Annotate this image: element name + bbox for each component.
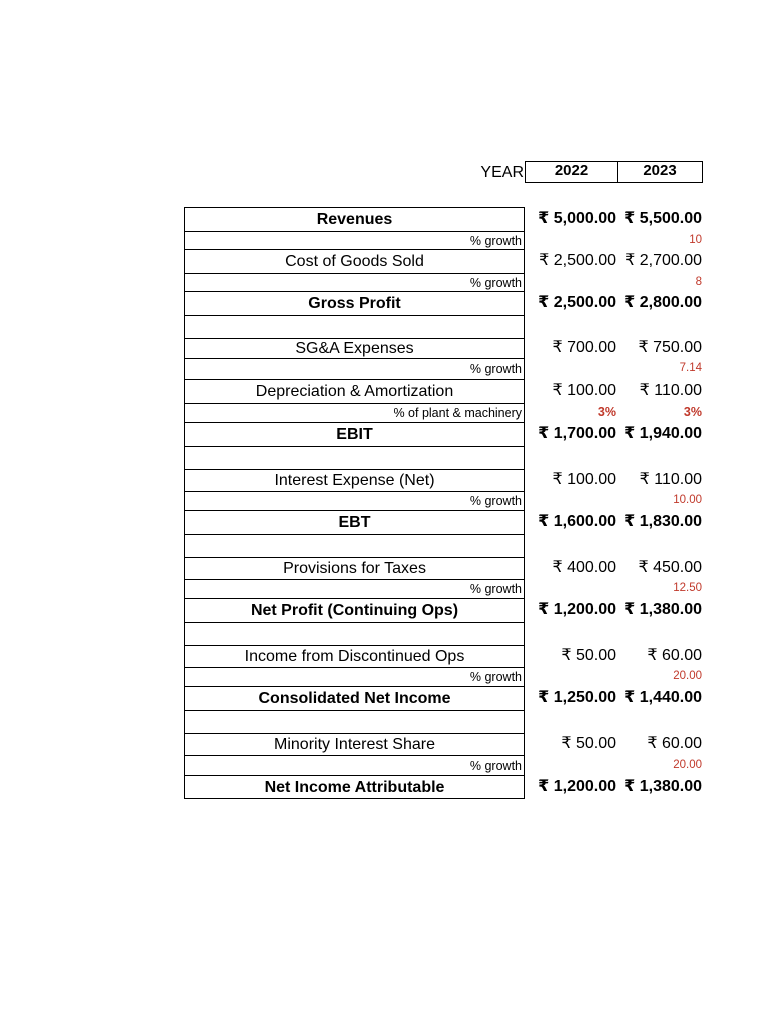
year-header-2022: 2022 [525, 161, 618, 183]
value-2022-cost-of-goods-sold: ₹ 2,500.00 [539, 252, 616, 269]
value-2023-of-plant-machinery: 3% [683, 405, 702, 419]
value-2022-growth [525, 755, 616, 775]
year-header-label: YEAR [480, 164, 524, 181]
row-label-blank [184, 315, 525, 338]
row-label-income-from-discontinued-ops: Income from Discontinued Ops [184, 645, 525, 667]
value-2023-growth: 7.14 [679, 362, 702, 374]
row-label-ebit: EBIT [184, 422, 525, 446]
row-label-depreciation-amortization: Depreciation & Amortization [184, 379, 525, 403]
row-label-growth: % growth [184, 358, 525, 379]
value-2022-sg-a-expenses: ₹ 700.00 [552, 339, 616, 356]
row-label-growth: % growth [184, 755, 525, 775]
value-2023-sg-a-expenses: ₹ 750.00 [638, 339, 702, 356]
value-2023-growth: 12.50 [673, 582, 702, 594]
value-2022-depreciation-amortization: ₹ 100.00 [552, 382, 616, 399]
row-label-blank [184, 622, 525, 645]
value-2022-income-from-discontinued-ops: ₹ 50.00 [561, 647, 616, 664]
row-label-consolidated-net-income: Consolidated Net Income [184, 686, 525, 710]
row-label-cost-of-goods-sold: Cost of Goods Sold [184, 249, 525, 273]
row-label-revenues: Revenues [184, 207, 525, 231]
value-2022-net-profit-continuing-ops: ₹ 1,200.00 [538, 601, 616, 618]
row-label-provisions-for-taxes: Provisions for Taxes [184, 557, 525, 579]
value-2022-gross-profit: ₹ 2,500.00 [538, 294, 616, 311]
value-2023-consolidated-net-income: ₹ 1,440.00 [624, 689, 702, 706]
value-2023-income-from-discontinued-ops: ₹ 60.00 [647, 647, 702, 664]
row-label-growth: % growth [184, 491, 525, 510]
row-label-of-plant-machinery: % of plant & machinery [184, 403, 525, 422]
value-2022-minority-interest-share: ₹ 50.00 [561, 735, 616, 752]
value-2023-growth: 20.00 [673, 759, 702, 771]
row-label-growth: % growth [184, 579, 525, 598]
row-label-growth: % growth [184, 231, 525, 249]
row-label-minority-interest-share: Minority Interest Share [184, 733, 525, 755]
value-2022-consolidated-net-income: ₹ 1,250.00 [538, 689, 616, 706]
value-2022-growth [525, 358, 616, 379]
row-label-net-income-attributable: Net Income Attributable [184, 775, 525, 799]
value-2023-growth: 8 [695, 276, 702, 288]
value-2022-growth [525, 667, 616, 686]
row-label-growth: % growth [184, 667, 525, 686]
value-2022-of-plant-machinery: 3% [597, 405, 616, 419]
value-2023-gross-profit: ₹ 2,800.00 [624, 294, 702, 311]
value-2022-growth [525, 491, 616, 510]
row-label-interest-expense-net: Interest Expense (Net) [184, 469, 525, 491]
value-2023-net-income-attributable: ₹ 1,380.00 [624, 778, 702, 795]
row-label-ebt: EBT [184, 510, 525, 534]
value-2023-revenues: ₹ 5,500.00 [624, 210, 702, 227]
value-2022-net-income-attributable: ₹ 1,200.00 [538, 778, 616, 795]
value-2022-revenues: ₹ 5,000.00 [538, 210, 616, 227]
row-label-gross-profit: Gross Profit [184, 291, 525, 315]
row-label-net-profit-continuing-ops: Net Profit (Continuing Ops) [184, 598, 525, 622]
value-2023-minority-interest-share: ₹ 60.00 [647, 735, 702, 752]
value-2023-cost-of-goods-sold: ₹ 2,700.00 [625, 252, 702, 269]
row-label-blank [184, 534, 525, 557]
value-2023-net-profit-continuing-ops: ₹ 1,380.00 [624, 601, 702, 618]
value-2023-provisions-for-taxes: ₹ 450.00 [638, 559, 702, 576]
value-2023-ebt: ₹ 1,830.00 [624, 513, 702, 530]
row-label-growth: % growth [184, 273, 525, 291]
value-2023-growth: 10.00 [673, 494, 702, 506]
row-label-blank [184, 710, 525, 733]
value-2022-provisions-for-taxes: ₹ 400.00 [552, 559, 616, 576]
value-2022-interest-expense-net: ₹ 100.00 [552, 471, 616, 488]
value-2023-ebit: ₹ 1,940.00 [624, 425, 702, 442]
value-2023-interest-expense-net: ₹ 110.00 [639, 471, 702, 488]
value-2022-ebit: ₹ 1,700.00 [538, 425, 616, 442]
value-2022-growth [525, 579, 616, 598]
row-label-blank [184, 446, 525, 469]
value-2023-depreciation-amortization: ₹ 110.00 [639, 382, 702, 399]
year-header-2023: 2023 [617, 161, 703, 183]
row-label-sg-a-expenses: SG&A Expenses [184, 338, 525, 358]
value-2022-growth [525, 231, 616, 249]
value-2022-ebt: ₹ 1,600.00 [538, 513, 616, 530]
value-2023-growth: 10 [689, 234, 702, 246]
value-2023-growth: 20.00 [673, 670, 702, 682]
value-2022-growth [525, 273, 616, 291]
